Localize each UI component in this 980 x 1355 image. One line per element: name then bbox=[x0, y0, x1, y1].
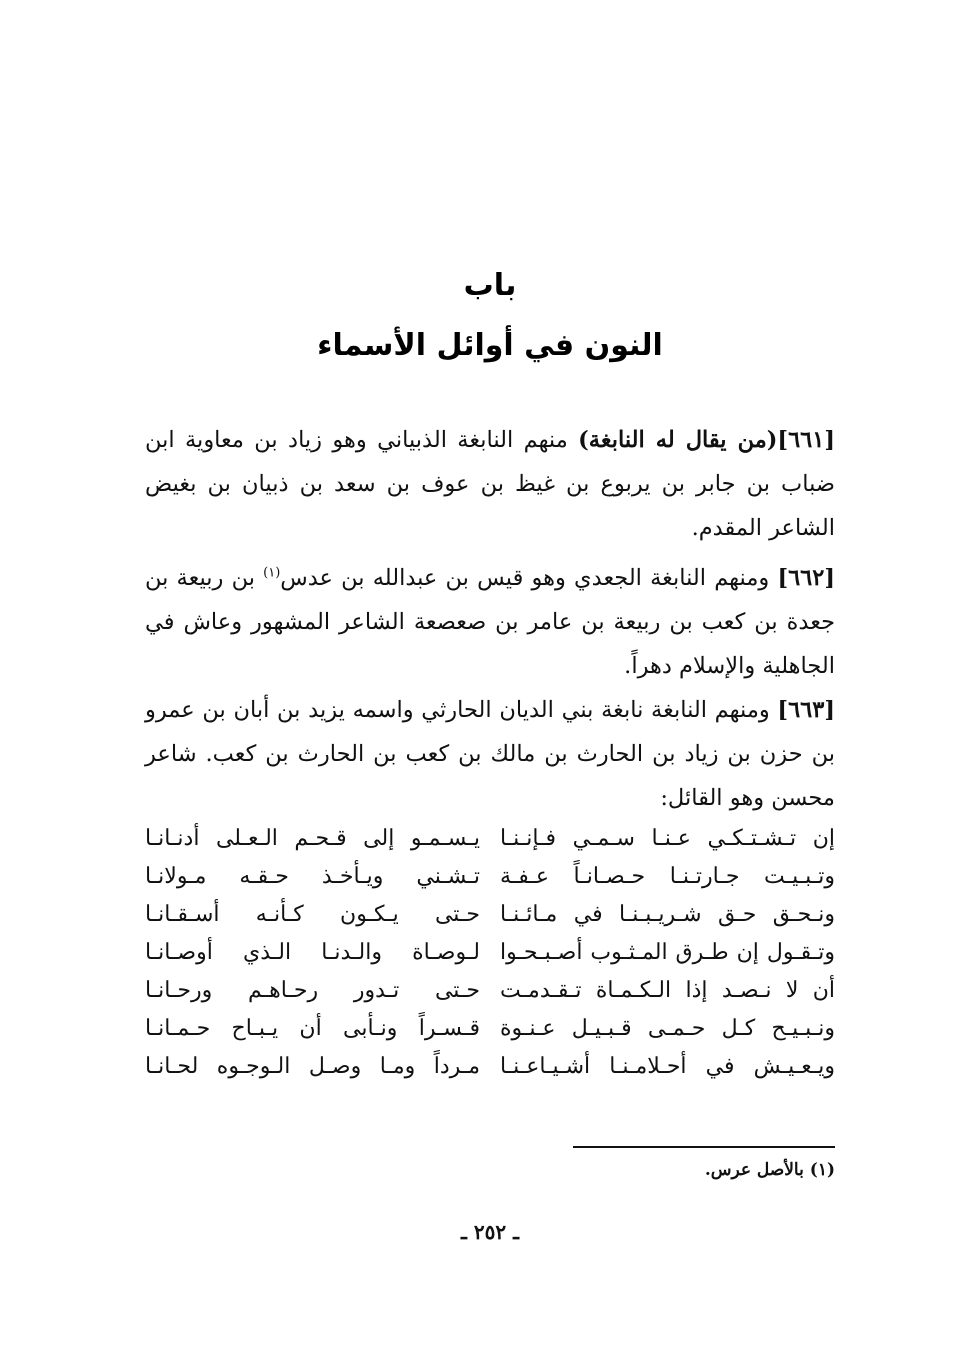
footnote-divider bbox=[573, 1146, 835, 1148]
verse-first-hemistich: ونـبـيـح كـل حـمـى قـبـيـل عـنـوة bbox=[500, 1016, 835, 1041]
verse-second-hemistich: حـتى يـكـون كـأنـه أسـقـانـا bbox=[145, 902, 480, 927]
entry-663 bbox=[145, 688, 835, 820]
entry-text-continued: بن ربيعة بن جعدة بن كعب بن ربيعة بن عامر بن صعصعة الشاعر المشهور وعاش في الجاهلية والإسلام دهراً. bbox=[145, 565, 835, 679]
verse-first-hemistich: وتـبـيـت جـارتـنـا حـصـانـاً عـفـة bbox=[500, 864, 835, 889]
verse-first-hemistich: ويـعـيـش في أحـلامـنـا أشـيـاعـنـا bbox=[500, 1054, 835, 1079]
entry-number: [٦٦١] bbox=[777, 427, 835, 453]
poem bbox=[145, 820, 835, 1086]
verse-first-hemistich: أن لا نـصـد إذا الـكـمـاة تـقـدمـت bbox=[500, 978, 835, 1003]
entry-number: [٦٦٢] bbox=[777, 565, 836, 591]
chapter-title: النون في أوائل الأسماء bbox=[317, 328, 663, 363]
verse-line bbox=[145, 1010, 835, 1048]
verse-line bbox=[145, 1048, 835, 1086]
entry-number: [٦٦٣] bbox=[777, 697, 835, 723]
verse-first-hemistich: إن تـشـتـكـي عـنـا سـمـي فـإنـنـا bbox=[500, 826, 835, 851]
verse-second-hemistich: لـوصـاة والـدنـا الـذي أوصـانـا bbox=[145, 940, 480, 965]
chapter-heading: باب bbox=[463, 268, 517, 303]
footnote-marker: (١) bbox=[263, 565, 281, 581]
entry-text: ومنهم النابغة نابغة بني الديان الحارثي واسمه يزيد بن أبان بن عمرو بن حزن بن زياد بن الحارث بن مالك بن كعب بن الحارث بن كعب. شاعر محسن وهو القائل: bbox=[145, 697, 835, 811]
verse-first-hemistich: وتـقـول إن طـرق المـثـوب أصـبـحـوا bbox=[500, 940, 835, 965]
verse-line bbox=[145, 934, 835, 972]
entry-text: ومنهم النابغة الجعدي وهو قيس بن عبدالله بن عدس bbox=[280, 565, 778, 591]
verse-second-hemistich: حـتى تـدور رحـاهـم ورحـانـا bbox=[145, 978, 480, 1003]
entry-661 bbox=[145, 418, 835, 550]
page-number: ـ ٢٥٢ ـ bbox=[461, 1220, 519, 1244]
verse-first-hemistich: ونـحـق حـق شـريـبـنـا في مـائـنـا bbox=[500, 902, 835, 927]
verse-second-hemistich: تـشـني ويـأخـذ حـقـه مـولانـا bbox=[145, 864, 480, 889]
entry-text: منهم النابغة الذبياني وهو زياد بن معاوية ابن ضباب بن جابر بن يربوع بن غيظ بن عوف بن سعد بن ذبيان بن بغيض الشاعر المقدم. bbox=[145, 427, 835, 541]
entry-662 bbox=[145, 556, 835, 688]
footnote: (١) بالأصل عرس. bbox=[704, 1160, 835, 1180]
verse-second-hemistich: يـسـمـو إلى قـحـم الـعـلى أدنـانـا bbox=[145, 826, 480, 851]
verse-line bbox=[145, 820, 835, 858]
verse-second-hemistich: مـرداً ومـا وصـل الـوجـوه لحـانـا bbox=[145, 1054, 480, 1079]
verse-line bbox=[145, 896, 835, 934]
verse-line bbox=[145, 972, 835, 1010]
entry-lead: (من يقال له النابغة) bbox=[578, 427, 778, 453]
verse-line bbox=[145, 858, 835, 896]
verse-second-hemistich: قـسـراً ونـأبى أن يـبـاح حـمـانـا bbox=[145, 1016, 480, 1041]
